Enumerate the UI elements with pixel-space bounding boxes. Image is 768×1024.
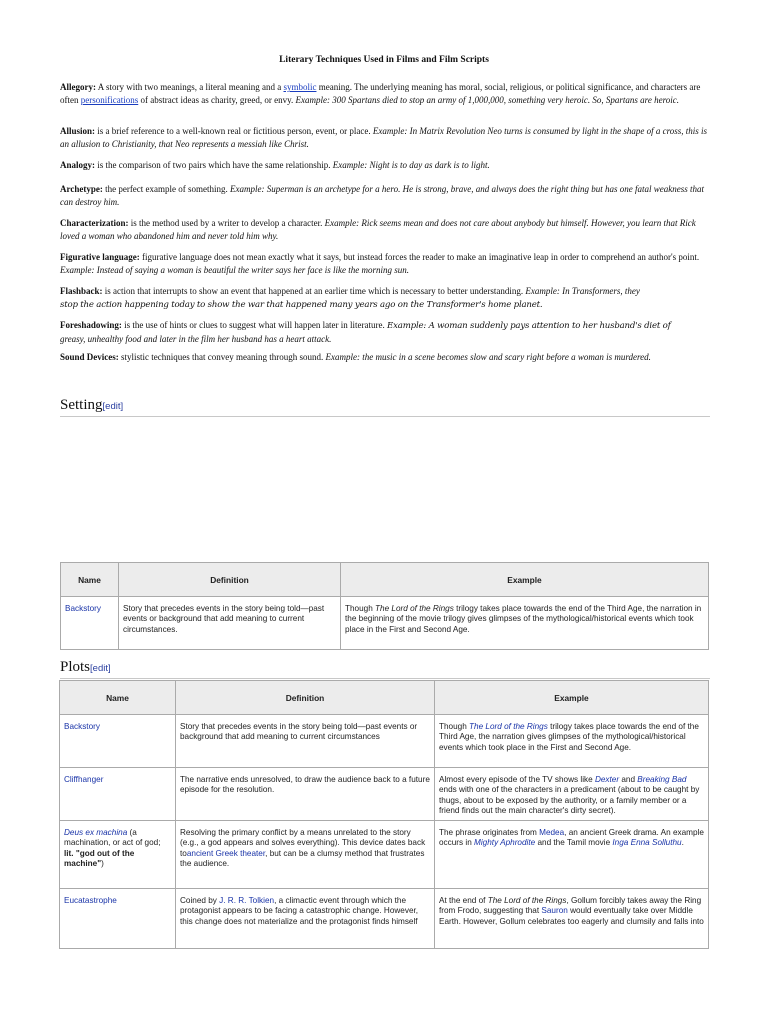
- term-analogy: Analogy:: [60, 160, 96, 170]
- plots-heading-text: Plots: [60, 659, 91, 675]
- link-personifications[interactable]: personifications: [80, 94, 139, 105]
- example-text-1: The phrase originates from: [439, 828, 540, 838]
- table-cell-example: [341, 597, 709, 650]
- link-breaking-bad[interactable]: Breaking Bad: [637, 775, 687, 784]
- term-allegory: Allegory:: [60, 82, 96, 92]
- allusion-text: is a brief reference to a well-known real or fictitious person, event, or place.: [95, 126, 373, 136]
- foreshadowing-text: is the use of hints or clues to suggest what will happen later in literature.: [121, 320, 388, 330]
- example-text-1: Almost every episode of the TV shows like: [439, 775, 595, 784]
- figurative-text: figurative language does not mean exactly what it says, but instead forces the reader to make an imaginative leap in order to comprehend an author's point.: [139, 252, 700, 262]
- definition-text-2: , a climactic event through which the protagonist appears to be facing a catastrophic change. However, this change does not materialize and the protagonist finds himself: [180, 896, 419, 926]
- term-allusion: Allusion:: [60, 126, 96, 136]
- example-title: The Lord of the Rings: [375, 604, 454, 613]
- link-backstory[interactable]: Backstory: [64, 722, 100, 731]
- column-header-name: Name: [60, 681, 176, 715]
- column-header-definition: Definition: [176, 681, 435, 715]
- example-text-1: Though: [345, 604, 376, 613]
- link-eucatastrophe[interactable]: Eucatastrophe: [64, 896, 117, 906]
- sound-text: stylistic techniques that convey meaning through sound.: [118, 352, 326, 362]
- table-cell-name: [60, 821, 176, 889]
- allusion-example: Example: In Matrix Revolution Neo turns is consumed by light in the shape of a cross, this is an allusion to Christianity, that Neo represents a messiah like Christ.: [60, 126, 708, 149]
- table-cell-definition: [176, 821, 435, 889]
- deus-name-rest: (a machination, or act of god;: [64, 828, 161, 848]
- sound-example: Example: the music in a scene becomes slow and scary right before a woman is murdered.: [325, 352, 651, 362]
- table-row: [60, 889, 709, 949]
- term-figurative-language: Figurative language:: [60, 252, 140, 262]
- column-header-example: Example: [435, 681, 709, 715]
- link-symbolic[interactable]: symbolic: [283, 82, 317, 92]
- link-medea[interactable]: Medea: [539, 828, 565, 838]
- setting-edit-link[interactable]: [edit]: [102, 401, 124, 412]
- table-row: [60, 821, 709, 889]
- definition-text-2: , but can be a clumsy method that frustrates the audience.: [180, 848, 425, 869]
- foreshadowing-example-2: greasy, unhealthy food and later in the film her husband has a heart attack.: [60, 333, 332, 344]
- entry-flashback: [60, 285, 712, 311]
- table-cell-name: [61, 597, 119, 650]
- column-header-definition: Definition: [119, 563, 341, 597]
- link-deus-ex-machina[interactable]: Deus ex machina: [64, 828, 128, 838]
- plots-edit-link[interactable]: [edit]: [90, 663, 111, 674]
- entry-foreshadowing: [60, 319, 712, 345]
- entry-characterization: [60, 217, 712, 242]
- section-heading-plots: [60, 658, 710, 679]
- plots-table-header-row: [60, 681, 709, 715]
- example-text-2: , Gollum forcibly takes away the Ring from Frodo, suggesting that: [439, 896, 702, 916]
- term-archetype: Archetype:: [60, 184, 103, 194]
- example-text-2: and: [619, 775, 638, 784]
- link-lord-of-the-rings[interactable]: The Lord of the Rings: [469, 722, 548, 731]
- table-cell-name: [60, 715, 176, 768]
- setting-table: [60, 562, 709, 650]
- table-cell-example: [435, 821, 709, 889]
- flashback-text: is action that interrupts to show an event that happened at an earlier time which is necessary to better understanding.: [102, 286, 526, 296]
- analogy-example: Example: Night is to day as dark is to light.: [332, 160, 490, 170]
- table-cell-definition: [176, 889, 435, 949]
- flashback-example-1: Example: In Transformers, they: [525, 286, 640, 296]
- entry-allusion: [60, 125, 712, 150]
- figurative-example: Example: Instead of saying a woman is beautiful the writer says her face is like the morning sun.: [60, 264, 409, 275]
- link-sauron[interactable]: Sauron: [541, 906, 568, 916]
- deus-name-close: ): [101, 859, 104, 869]
- column-header-example: Example: [341, 563, 709, 597]
- table-cell-name: [60, 768, 176, 821]
- characterization-text: is the method used by a writer to develop a character.: [128, 218, 325, 228]
- link-backstory[interactable]: Backstory: [65, 604, 101, 613]
- link-inga-enna-solluthu[interactable]: Inga Enna Solluthu: [612, 838, 682, 848]
- example-text-2: , an ancient Greek drama. An example occurs in: [439, 828, 704, 848]
- table-cell-definition: Story that precedes events in the story being told—past events or background that add meaning to current circumstances: [176, 715, 435, 768]
- entry-sound-devices: [60, 351, 712, 364]
- link-mighty-aphrodite[interactable]: Mighty Aphrodite: [474, 838, 536, 848]
- example-text-3: ends with one of the characters in a predicament (about to be caught by thugs, about to be exposed by the authority, or a family member or a friend finds out the main character's dirty secret).: [439, 785, 700, 815]
- link-cliffhanger[interactable]: Cliffhanger: [64, 775, 104, 784]
- example-text-3: and the Tamil movie: [535, 838, 613, 848]
- allegory-text-3: of abstract ideas as charity, greed, or envy.: [138, 94, 296, 105]
- setting-table-header-row: [61, 563, 709, 597]
- section-heading-setting: [60, 396, 710, 417]
- plots-table: [59, 680, 709, 949]
- example-text-4: .: [681, 838, 684, 848]
- example-text-2: trilogy takes place towards the end of the Third Age, the narration gives glimpses of the mythological/historical events which took place in the First and Second Age.: [439, 722, 699, 752]
- term-sound-devices: Sound Devices:: [60, 352, 119, 362]
- table-cell-example: [435, 768, 709, 821]
- archetype-text: the perfect example of something.: [102, 184, 231, 194]
- allegory-example: Example: 300 Spartans died to stop an army of 1,000,000, something very heroic. So, Spartans are heroic.: [295, 94, 679, 105]
- foreshadowing-example-1: Example: A woman suddenly pays attention to her husband's diet of: [387, 321, 671, 331]
- document-title: Literary Techniques Used in Films and Film Scripts: [279, 55, 489, 65]
- table-cell-example: [435, 715, 709, 768]
- table-cell-name: [60, 889, 176, 949]
- table-row: [60, 768, 709, 821]
- link-dexter[interactable]: Dexter: [594, 775, 620, 784]
- entry-archetype: [60, 183, 712, 208]
- table-cell-example: [435, 889, 709, 949]
- allegory-text-2: meaning. The underlying meaning has moral, social, religious, or political significance, and characters are often: [60, 82, 701, 105]
- table-row: [60, 715, 709, 768]
- term-flashback: Flashback:: [60, 286, 103, 296]
- archetype-example: Example: Superman is an archetype for a hero. He is strong, brave, and always does the right thing but has one fatal weakness that can destroy him.: [60, 184, 704, 207]
- table-cell-definition: Story that precedes events in the story being told—past events or background that add meaning to current circumstances.: [119, 597, 341, 650]
- example-text-2: trilogy takes place towards the end of the Third Age, the narration in the beginning of the movie trilogy gives glimpses of the mythological/historical events which took place in the First and Second Age.: [345, 604, 702, 634]
- characterization-example: Example: Rick seems mean and does not care about anybody but himself. However, you learn that Rick loved a woman who abandoned him and never told him why.: [60, 218, 696, 241]
- allegory-text-1: A story with two meanings, a literal meaning and a: [96, 82, 284, 92]
- example-title: The Lord of the Rings: [487, 896, 567, 906]
- definition-text-1: Coined by: [180, 896, 220, 906]
- link-ancient-greek-theater[interactable]: ancient Greek theater: [186, 848, 266, 858]
- link-tolkien[interactable]: J. R. R. Tolkien: [219, 896, 275, 906]
- analogy-text: is the comparison of two pairs which have the same relationship.: [95, 160, 333, 170]
- example-text-1: Though: [439, 722, 470, 731]
- example-text-1: At the end of: [439, 896, 488, 906]
- table-row: [61, 597, 709, 650]
- definition-text-1: Resolving the primary conflict by a means unrelated to the story (e.g., a god appears and solves everything). This device dates back to: [180, 828, 426, 858]
- table-cell-definition: The narrative ends unresolved, to draw the audience back to a future episode for the resolution.: [176, 768, 435, 821]
- entry-analogy: [60, 159, 712, 172]
- entry-figurative-language: [60, 251, 712, 276]
- deus-name-literal: lit. "god out of the machine": [64, 848, 135, 869]
- example-text-3: would eventually take over Middle Earth. However, Gollum celebrates too eagerly and clumsily and falls into: [439, 906, 704, 926]
- column-header-name: Name: [61, 563, 119, 597]
- flashback-example-2: stop the action happening today to show the war that happened many years ago on the Transformer's home planet.: [60, 299, 543, 310]
- setting-heading-text: Setting: [60, 397, 103, 413]
- entry-allegory: [60, 81, 712, 106]
- term-foreshadowing: Foreshadowing:: [60, 320, 122, 330]
- term-characterization: Characterization:: [60, 218, 129, 228]
